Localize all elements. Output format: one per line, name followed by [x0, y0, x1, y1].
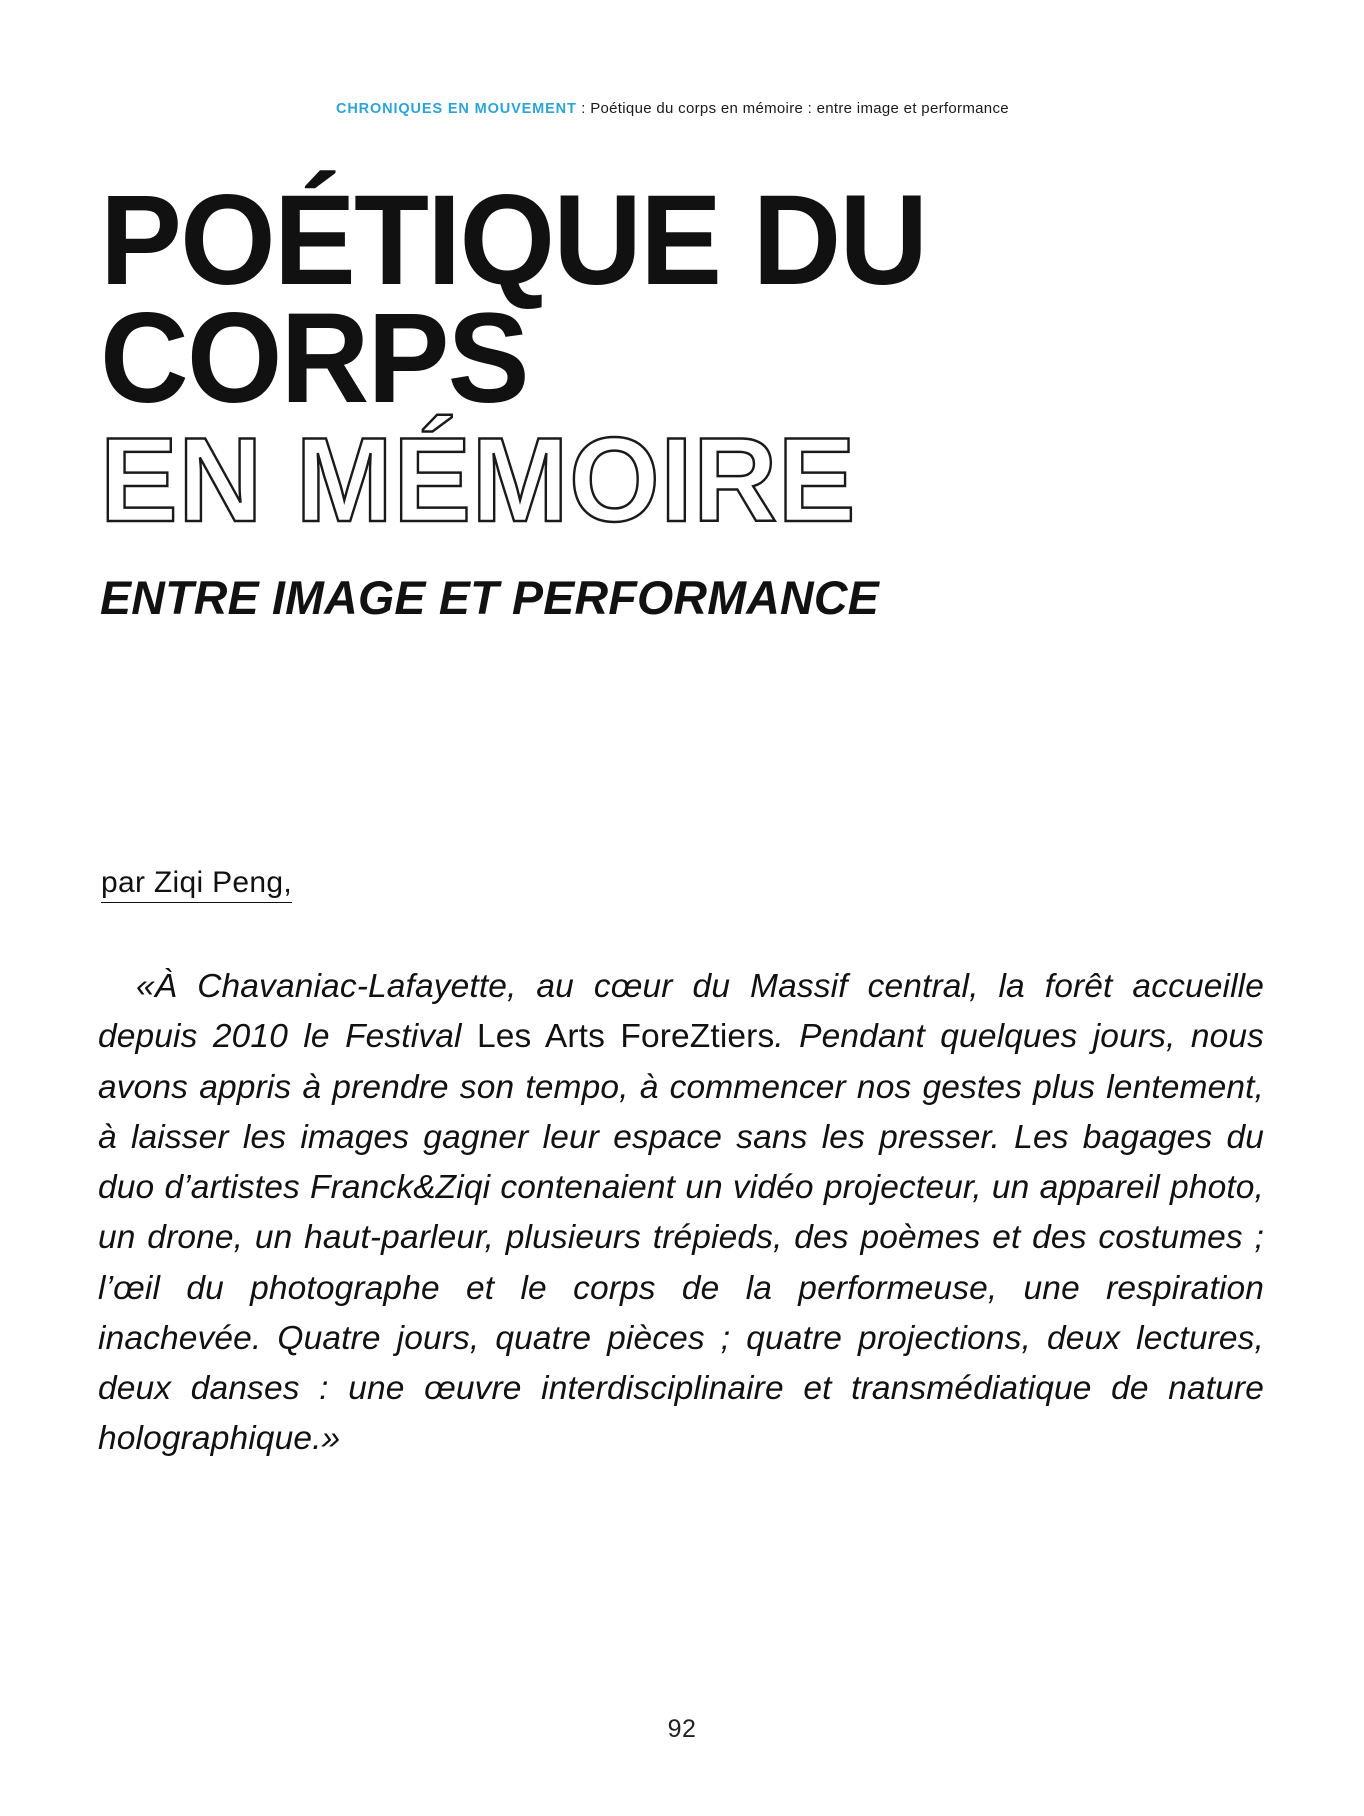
running-head-separator: : — [576, 100, 591, 117]
running-head-title: Poétique du corps en mémoire : entre image et performance — [590, 100, 1009, 117]
lead-paragraph — [98, 962, 1264, 1465]
page-subtitle: ENTRE IMAGE ET PERFORMANCE — [100, 570, 880, 624]
title-line-1: POÉTIQUE DU — [100, 169, 927, 312]
byline — [101, 866, 292, 900]
page-folio: 92 — [667, 1715, 697, 1743]
running-head-section: CHRONIQUES EN MOUVEMENT — [336, 101, 577, 117]
byline-author: par Ziqi Peng, — [101, 866, 292, 903]
page-title — [100, 169, 1222, 430]
title-line-2: CORPS — [100, 286, 528, 430]
running-head — [336, 100, 1244, 118]
lead-text-part-2: . Pendant quelques jours, nous avons appris à prendre son tempo, à commencer nos gestes plus lentement, à laisser les images gagner leur espace sans les presser. Les bagages du duo d’artistes Franck&Ziqi contenaient un vidéo projecteur, un appareil photo, un drone, un haut-parleur, plusieurs trépieds, des poèmes et des costumes ; l’œil du photographe et le corps de la performeuse, une respiration inachevée. Quatre jours, quatre pièces ; quatre projections, deux lectures, deux danses : une œuvre interdisciplinaire et transmédiatique de nature holographique.» — [98, 1018, 1265, 1458]
festival-name: Les Arts ForeZtiers — [476, 1018, 775, 1056]
title-outline-line: EN MÉMOIRE — [100, 412, 857, 547]
title-block — [100, 169, 1269, 625]
lead-text-part-1: «À Chavaniac-Lafayette, au cœur du Massif central, la forêt accueille depuis 2010 le Festival — [98, 968, 1264, 1056]
